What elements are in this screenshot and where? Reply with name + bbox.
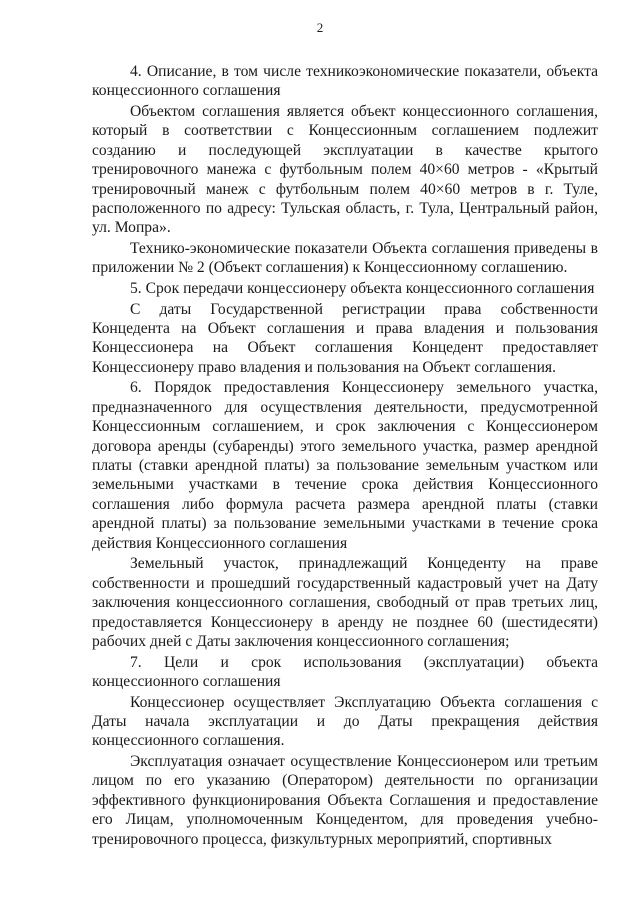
section-4-heading: 4. Описание, в том числе техникоэкономические показатели, объекта концессионного соглашения [92, 63, 598, 100]
section-5-heading: 5. Срок передачи концессионеру объекта концессионного соглашения [130, 280, 595, 298]
document-body [92, 62, 598, 850]
transfer-term-paragraph: С даты Государственной регистрации права собственности Концедента на Объект соглашения и права владения и пользования Концессионера на Объект соглашения Концедент предоставляет Концессионеру право владения и пользования на Объект соглашения. [92, 300, 598, 376]
section-6-heading: 6. Порядок предоставления Концессионеру земельного участка, предназначенного для осуществления деятельности, предусмотренной Концессионным соглашением, и срок заключения с Концессионером договора аренды (субаренды) этого земельного участка, размер арендной платы (ставки арендной платы) за пользование земельным участком или земельными участками в течение срока действия Концессионного соглашения либо формула расчета размера арендной платы (ставки арендной платы) за пользование земельными участками в течение срока действия Концессионного соглашения [92, 379, 598, 552]
land-plot-paragraph: Земельный участок, принадлежащий Концеденту на праве собственности и прошедший государственный кадастровый учет на Дату заключения концессионного соглашения, свободный от прав третьих лиц, предоставляется Концессионеру в аренду не позднее 60 (шестидесяти) рабочих дней с Даты заключения концессионного соглашения; [92, 555, 598, 650]
page-number: 2 [316, 20, 324, 35]
technical-indicators-paragraph: Технико-экономические показатели Объекта соглашения приведены в приложении № 2 (Объект соглашения) к Концессионному соглашению. [92, 240, 598, 277]
section-7-heading: 7. Цели и срок использования (эксплуатации) объекта концессионного соглашения [92, 653, 598, 690]
object-description-paragraph: Объектом соглашения является объект концессионного соглашения, который в соответствии с Концессионным соглашением подлежит созданию и последующей эксплуатации в качестве крытого тренировочного манежа с футбольным полем 40×60 метров - «Крытый тренировочный манеж с футбольным полем 40×60 метров в г. Туле, расположенного по адресу: Тульская область, г. Тула, Центральный район, ул. Мопра». [92, 103, 598, 237]
operation-term-paragraph: Концессионер осуществляет Эксплуатацию Объекта соглашения с Даты начала эксплуатации и до Даты прекращения действия концессионного соглашения. [92, 693, 598, 750]
operation-definition-paragraph: Эксплуатация означает осуществление Концессионером или третьим лицом по его указанию (Оператором) деятельности по организации эффективного функционирования Объекта Соглашения и предоставление его Лицам, уполномоченным Концедентом, для проведения учебно-тренировочного процесса, физкультурных мероприятий, спортивных [92, 752, 598, 848]
